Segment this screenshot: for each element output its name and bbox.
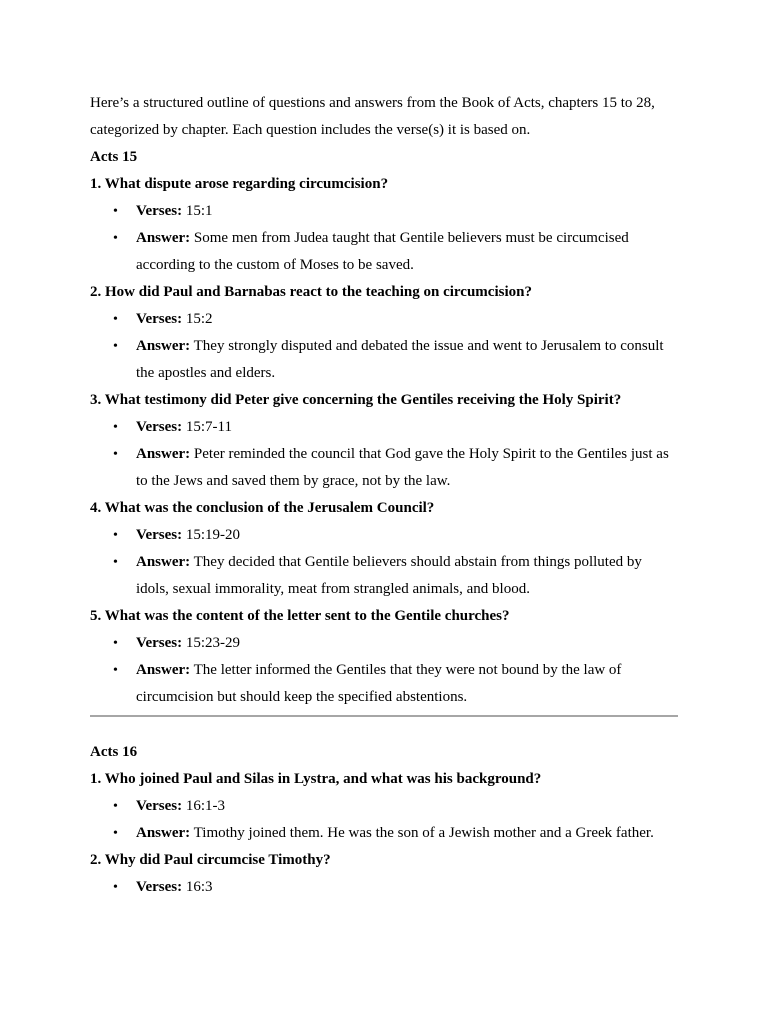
answer-label: Answer: bbox=[136, 662, 191, 678]
verses-value: 15:2 bbox=[185, 311, 213, 327]
verses-label: Verses: bbox=[136, 879, 183, 895]
answer-text: They strongly disputed and debated the issue and went to Jerusalem to consult the apostles and elders. bbox=[136, 338, 664, 381]
qa-list bbox=[90, 522, 678, 603]
question-heading: 2. Why did Paul circumcise Timothy? bbox=[90, 852, 331, 868]
answer-label: Answer: bbox=[136, 825, 191, 841]
answer-item bbox=[90, 441, 678, 495]
answer-text: Some men from Judea taught that Gentile believers must be circumcised according to the custom of Moses to be saved. bbox=[136, 230, 629, 273]
answer-item bbox=[90, 225, 678, 279]
answer-label: Answer: bbox=[136, 554, 191, 570]
chapter-heading: Acts 16 bbox=[90, 744, 138, 760]
verses-item bbox=[90, 630, 678, 657]
question-heading: 4. What was the conclusion of the Jerusalem Council? bbox=[90, 500, 435, 516]
answer-item bbox=[90, 657, 678, 711]
verses-label: Verses: bbox=[136, 635, 183, 651]
answer-item bbox=[90, 820, 678, 847]
verses-item bbox=[90, 306, 678, 333]
document-page bbox=[90, 90, 678, 901]
question-heading: 1. What dispute arose regarding circumcision? bbox=[90, 176, 389, 192]
intro-paragraph: Here’s a structured outline of questions and answers from the Book of Acts, chapters 15 to 28, categorized by chapter. Each question includes the verse(s) it is based on. bbox=[90, 95, 655, 138]
answer-item bbox=[90, 549, 678, 603]
question-heading: 5. What was the content of the letter sent to the Gentile churches? bbox=[90, 608, 510, 624]
verses-value: 15:19-20 bbox=[185, 527, 241, 543]
section-acts-16 bbox=[90, 739, 678, 901]
verses-value: 15:7-11 bbox=[185, 419, 232, 435]
verses-item bbox=[90, 793, 678, 820]
question-heading: 1. Who joined Paul and Silas in Lystra, and what was his background? bbox=[90, 771, 542, 787]
verses-item bbox=[90, 198, 678, 225]
qa-list bbox=[90, 198, 678, 279]
answer-text: They decided that Gentile believers should abstain from things polluted by idols, sexual immorality, meat from strangled animals, and blood. bbox=[136, 554, 642, 597]
verses-value: 16:1-3 bbox=[185, 798, 226, 814]
verses-value: 16:3 bbox=[185, 879, 213, 895]
answer-text: The letter informed the Gentiles that they were not bound by the law of circumcision but should keep the specified abstentions. bbox=[136, 662, 622, 705]
verses-label: Verses: bbox=[136, 419, 183, 435]
question-heading: 2. How did Paul and Barnabas react to the teaching on circumcision? bbox=[90, 284, 532, 300]
qa-list bbox=[90, 874, 678, 901]
verses-item bbox=[90, 414, 678, 441]
verses-value: 15:23-29 bbox=[185, 635, 241, 651]
verses-value: 15:1 bbox=[185, 203, 213, 219]
verses-label: Verses: bbox=[136, 203, 183, 219]
question-heading: 3. What testimony did Peter give concerning the Gentiles receiving the Holy Spirit? bbox=[90, 392, 622, 408]
section-acts-15 bbox=[90, 144, 678, 711]
qa-list bbox=[90, 793, 678, 847]
chapter-heading: Acts 15 bbox=[90, 149, 138, 165]
qa-list bbox=[90, 630, 678, 711]
verses-label: Verses: bbox=[136, 311, 183, 327]
answer-label: Answer: bbox=[136, 230, 191, 246]
answer-text: Timothy joined them. He was the son of a Jewish mother and a Greek father. bbox=[193, 825, 654, 841]
verses-item bbox=[90, 874, 678, 901]
answer-label: Answer: bbox=[136, 338, 191, 354]
verses-label: Verses: bbox=[136, 798, 183, 814]
qa-list bbox=[90, 306, 678, 387]
section-divider bbox=[90, 715, 678, 717]
qa-list bbox=[90, 414, 678, 495]
answer-label: Answer: bbox=[136, 446, 191, 462]
verses-label: Verses: bbox=[136, 527, 183, 543]
answer-item bbox=[90, 333, 678, 387]
verses-item bbox=[90, 522, 678, 549]
answer-text: Peter reminded the council that God gave the Holy Spirit to the Gentiles just as to the Jews and saved them by grace, not by the law. bbox=[136, 446, 669, 489]
